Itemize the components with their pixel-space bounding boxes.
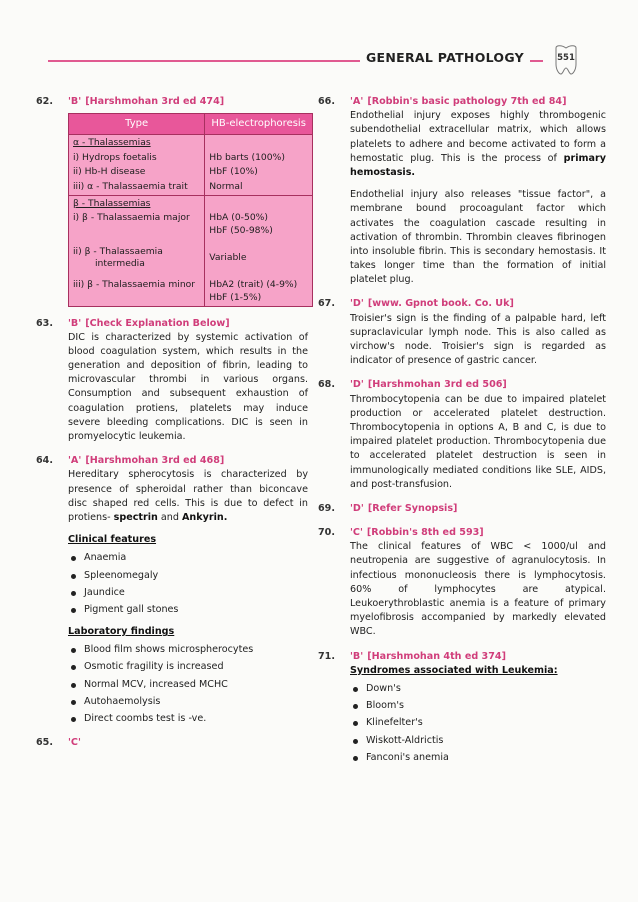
answer-explanation: Thrombocytopenia can be due to impaired platelet production or accelerated platelet destruction. Thrombocytopenia in options A, B and C, is due to impaired platelet production. Thrombocytopenia due to accelerated platelet destruction is seen in immunologically mediated conditions like SLE, AIDS, and post-transfusion. [350,393,606,490]
answer-source: [Harshmohan 3rd ed 506] [367,379,507,391]
answer-explanation: Hereditary spherocytosis is characterized by presence of spheroidal rather than biconcave disc shaped red cells. This is due to defect in protiens- spectrin and Ankyrin. Clinical features Anaemia Spleenomegaly Jaundice Pigment gall stones Laboratory findings Blood film shows microspherocytes Osmotic fragility is increased Normal MCV, increased MCHC Autohaemolysis Direct coombs test is -ve. [68,468,308,726]
question-number: 62. [36,96,53,107]
leukemia-syndromes-list [350,682,606,765]
list-item: Direct coombs test is -ve. [68,712,308,726]
table-cell: i) β - Thalassaemia major [69,211,205,238]
question-69 [318,502,606,516]
list-item: Klinefelter's [350,716,606,730]
answer-explanation: The clinical features of WBC < 1000/ul and neutropenia are suggestive of agranulocytosis. In infectious mononucleosis there is lymphocytosis. 60% of lymphocytes are atypical. Leukoerythroblastic anemia is a feature of primary myelofibrosis accompanied by markedly elevated WBC. [350,541,606,638]
question-63 [36,317,308,445]
list-item: Wiskott-Aldrictis [350,734,606,748]
answer-source: [Robbin's 8th ed 593] [366,527,484,539]
chapter-title: GENERAL PATHOLOGY [360,50,530,65]
question-number: 65. [36,737,53,749]
question-number: 67. [318,298,335,310]
section-title-alpha: α - Thalassemias [69,134,205,150]
answer-key: 'B' [68,317,82,329]
leukemia-syndromes-heading: Syndromes associated with Leukemia: [350,664,558,676]
list-item: Jaundice [68,586,308,600]
question-number: 64. [36,455,53,467]
question-number: 66. [318,96,335,107]
clinical-features-list [68,551,308,617]
thalassemia-table [68,113,313,306]
answer-source: [Harshmohan 3rd ed 468] [85,455,225,467]
page-number-badge [552,44,580,74]
answer-source: [Refer Synopsis] [367,502,458,514]
table-cell: Variable [205,245,313,272]
answer-key: 'C' [68,737,81,749]
table-row [69,278,313,306]
answer-key: 'A' [68,455,82,467]
answer-source: [Harshmohan 4th ed 374] [367,650,506,662]
page-number: 551 [557,53,575,63]
answer-explanation [350,664,606,765]
answer-key: 'B' [350,650,364,662]
question-67 [318,297,606,368]
question-71 [318,650,606,765]
page-header [0,44,638,84]
table-row [69,245,313,272]
question-number: 71. [318,650,335,662]
table-cell: ii) β - Thalassaemia intermedia [69,245,205,272]
answer-explanation: Troisier's sign is the finding of a palpable hard, left supraclavicular lymph node. This is also called as virchow's node. Troisier's sign is regarded as indicator of presence of gastric cancer. [350,312,606,367]
right-column [318,95,606,775]
table-cell: HbF (10%) [205,165,313,180]
column-header-hb: HB-electrophoresis [205,114,313,135]
table-cell: iii) α - Thalassaemia trait [69,180,205,195]
answer-key: 'D' [350,298,364,310]
question-65 [36,736,308,750]
clinical-features-heading: Clinical features [68,534,157,546]
answer-source: [Harshmohan 3rd ed 474] [85,96,225,107]
list-item: Osmotic fragility is increased [68,660,308,674]
table-cell: HbA2 (trait) (4-9%) HbF (1-5%) [205,278,313,306]
question-number: 63. [36,317,53,329]
table-cell: iii) β - Thalassaemia minor [69,278,205,306]
question-64 [36,454,308,726]
answer-key: 'D' [350,379,364,391]
question-number: 69. [318,502,335,514]
list-item: Anaemia [68,551,308,565]
table-cell: HbA (0-50%) HbF (50-98%) [205,211,313,238]
answer-explanation: Endothelial injury exposes highly thrombogenic subendothelial extracellular matrix, which allows platelets to adhere and become activated to form a hemostatic plug. This is the process of primary hemostasis. Endothelial injury also releases "tissue factor", a membrane bound procoagulant factor which activates the coagulation cascade resulting in activation of thrombin. Thrombin cleaves fibrinogen into insoluble fibrin. This is secondary hemostasis. It takes longer time than the formation of initial platelet plug. [350,110,606,286]
list-item: Bloom's [350,699,606,713]
table-row [69,165,313,180]
table-cell: Normal [205,180,313,195]
table-cell: Hb barts (100%) [205,151,313,166]
table-row [69,134,313,150]
answer-key: 'A' [350,96,364,107]
table-row [69,211,313,238]
question-62-header [36,95,308,109]
table-row [69,151,313,166]
question-70 [318,526,606,640]
lab-findings-heading: Laboratory findings [68,626,175,638]
column-header-type: Type [69,114,205,135]
list-item: Pigment gall stones [68,603,308,617]
question-number: 68. [318,379,335,391]
answer-source: [Robbin's basic pathology 7th ed 84] [367,96,567,107]
table-cell: i) Hydrops foetalis [69,151,205,166]
question-62 [36,95,308,307]
list-item: Normal MCV, increased MCHC [68,678,308,692]
list-item: Blood film shows microspherocytes [68,643,308,657]
question-68 [318,378,606,492]
answer-source: [www. Gpnot book. Co. Uk] [367,298,514,310]
answer-explanation: DIC is characterized by systemic activation of blood coagulation system, which results in the generation and deposition of fibrin, leading to microvascular thrombi in various organs. Consumption and subsequent exhaustion of coagulation protiens, platelets may induce severe bleeding complications. DIC is seen in promyelocytic leukemia. [68,331,308,443]
question-66 [318,95,606,287]
lab-findings-list [68,643,308,726]
table-cell: ii) Hb-H disease [69,165,205,180]
question-number: 70. [318,527,335,539]
table-row [69,195,313,211]
section-title-beta: β - Thalassemias [69,195,205,211]
answer-key: 'B' [68,96,82,107]
answer-source: [Check Explanation Below] [85,317,230,329]
answer-key: 'C' [350,527,363,539]
table-row [69,180,313,195]
list-item: Fanconi's anemia [350,751,606,765]
answer-key: 'D' [350,502,364,514]
left-column [36,95,308,760]
list-item: Spleenomegaly [68,569,308,583]
list-item: Down's [350,682,606,696]
list-item: Autohaemolysis [68,695,308,709]
